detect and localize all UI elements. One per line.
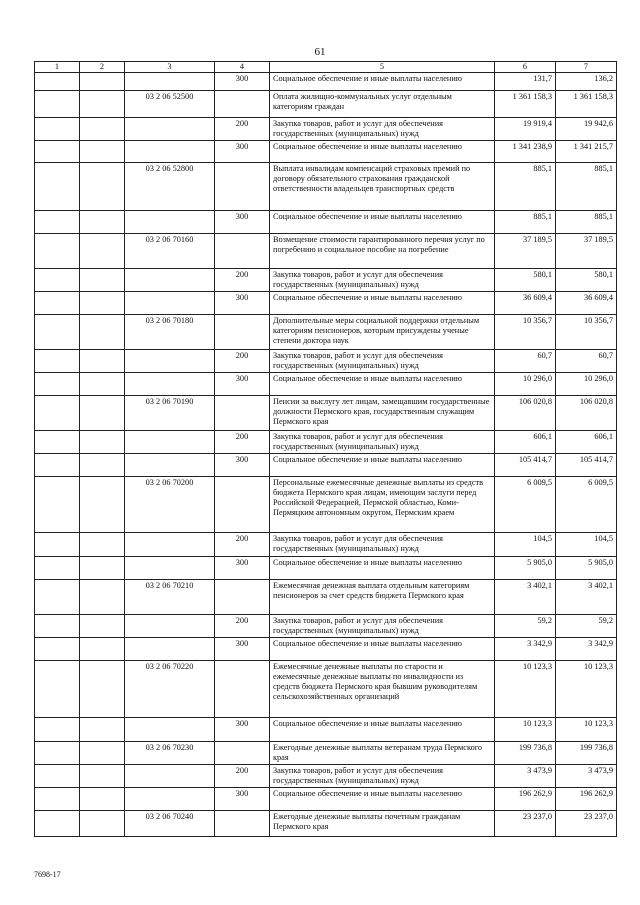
col-1 <box>35 269 80 292</box>
col-1 <box>35 211 80 234</box>
col-1 <box>35 73 80 91</box>
col-2 <box>80 350 125 373</box>
amount-col6-cell: 6 009,5 <box>495 477 556 533</box>
item-name-cell: Социальное обеспечение и иные выплаты населению <box>270 211 495 234</box>
table-row <box>35 718 617 742</box>
amount-col7-cell: 885,1 <box>556 163 617 211</box>
amount-col7-cell: 3 402,1 <box>556 580 617 615</box>
budget-code-cell <box>125 373 215 396</box>
budget-code-cell <box>125 269 215 292</box>
budget-code-cell <box>125 292 215 315</box>
amount-col7-cell: 60,7 <box>556 350 617 373</box>
budget-code-cell <box>125 533 215 557</box>
document-code: 7698-17 <box>34 870 61 879</box>
amount-col6-cell: 1 341 238,9 <box>495 141 556 163</box>
col-2 <box>80 533 125 557</box>
col-2 <box>80 811 125 837</box>
item-name-cell: Закупка товаров, работ и услуг для обеспечения государственных (муниципальных) нужд <box>270 533 495 557</box>
item-name-cell: Социальное обеспечение и иные выплаты населению <box>270 73 495 91</box>
item-name-cell: Закупка товаров, работ и услуг для обеспечения государственных (муниципальных) нужд <box>270 269 495 292</box>
col-1 <box>35 234 80 269</box>
table-row <box>35 788 617 811</box>
budget-code-cell <box>125 118 215 141</box>
expense-type-cell: 300 <box>215 211 270 234</box>
expense-type-cell: 200 <box>215 615 270 638</box>
budget-code-cell: 03 2 06 70210 <box>125 580 215 615</box>
table-row <box>35 811 617 837</box>
amount-col6-cell: 5 905,0 <box>495 557 556 580</box>
budget-code-cell <box>125 350 215 373</box>
col-1 <box>35 765 80 788</box>
amount-col7-cell: 10 296,0 <box>556 373 617 396</box>
expense-type-cell: 200 <box>215 350 270 373</box>
table-row <box>35 373 617 396</box>
expense-type-cell: 300 <box>215 718 270 742</box>
col-1 <box>35 396 80 431</box>
amount-col7-cell: 106 020,8 <box>556 396 617 431</box>
table-row <box>35 396 617 431</box>
amount-col6-cell: 199 736,8 <box>495 742 556 765</box>
item-name-cell: Возмещение стоимости гарантированного перечня услуг по погребению и социальное пособие на погребение <box>270 234 495 269</box>
item-name-cell: Закупка товаров, работ и услуг для обеспечения государственных (муниципальных) нужд <box>270 350 495 373</box>
budget-code-cell <box>125 718 215 742</box>
amount-col7-cell: 36 609,4 <box>556 292 617 315</box>
amount-col6-cell: 196 262,9 <box>495 788 556 811</box>
expense-type-cell: 300 <box>215 454 270 477</box>
amount-col7-cell: 10 123,3 <box>556 718 617 742</box>
col-2 <box>80 141 125 163</box>
table-row <box>35 234 617 269</box>
expense-type-cell: 200 <box>215 533 270 557</box>
header-cell: 2 <box>80 62 125 73</box>
col-1 <box>35 292 80 315</box>
amount-col7-cell: 199 736,8 <box>556 742 617 765</box>
header-cell: 3 <box>125 62 215 73</box>
amount-col7-cell: 10 356,7 <box>556 315 617 350</box>
col-2 <box>80 661 125 718</box>
amount-col7-cell: 5 905,0 <box>556 557 617 580</box>
table-row <box>35 269 617 292</box>
amount-col7-cell: 104,5 <box>556 533 617 557</box>
amount-col7-cell: 580,1 <box>556 269 617 292</box>
budget-code-cell: 03 2 06 70190 <box>125 396 215 431</box>
expense-type-cell: 300 <box>215 788 270 811</box>
item-name-cell: Закупка товаров, работ и услуг для обеспечения государственных (муниципальных) нужд <box>270 118 495 141</box>
expense-type-cell: 300 <box>215 638 270 661</box>
amount-col7-cell: 196 262,9 <box>556 788 617 811</box>
header-row <box>35 62 617 73</box>
table-row <box>35 211 617 234</box>
col-2 <box>80 765 125 788</box>
amount-col7-cell: 19 942,6 <box>556 118 617 141</box>
expense-type-cell <box>215 91 270 118</box>
page-number: 61 <box>314 46 326 58</box>
col-2 <box>80 788 125 811</box>
col-2 <box>80 638 125 661</box>
col-2 <box>80 454 125 477</box>
budget-code-cell: 03 2 06 70230 <box>125 742 215 765</box>
item-name-cell: Оплата жилищно-коммунальных услуг отдельным категориям граждан <box>270 91 495 118</box>
budget-code-cell: 03 2 06 70220 <box>125 661 215 718</box>
expense-type-cell: 200 <box>215 269 270 292</box>
col-2 <box>80 163 125 211</box>
budget-code-cell <box>125 788 215 811</box>
col-2 <box>80 477 125 533</box>
amount-col6-cell: 104,5 <box>495 533 556 557</box>
item-name-cell: Персональные ежемесячные денежные выплаты из средств бюджета Пермского края лицам, имеющим заслуги перед Российской Федерацией, Пермской областью, Коми-Пермяцким автономным округом, Пермским краем <box>270 477 495 533</box>
amount-col6-cell: 885,1 <box>495 163 556 211</box>
col-2 <box>80 91 125 118</box>
amount-col6-cell: 10 296,0 <box>495 373 556 396</box>
budget-code-cell <box>125 638 215 661</box>
budget-code-cell: 03 2 06 70240 <box>125 811 215 837</box>
budget-code-cell: 03 2 06 70200 <box>125 477 215 533</box>
col-1 <box>35 118 80 141</box>
expense-type-cell <box>215 396 270 431</box>
item-name-cell: Социальное обеспечение и иные выплаты населению <box>270 141 495 163</box>
budget-code-cell <box>125 211 215 234</box>
amount-col7-cell: 3 342,9 <box>556 638 617 661</box>
amount-col6-cell: 37 189,5 <box>495 234 556 269</box>
table-row <box>35 638 617 661</box>
table-row <box>35 431 617 454</box>
budget-code-cell: 03 2 06 52500 <box>125 91 215 118</box>
table-row <box>35 91 617 118</box>
expense-type-cell: 300 <box>215 73 270 91</box>
amount-col7-cell: 1 341 215,7 <box>556 141 617 163</box>
amount-col7-cell: 10 123,3 <box>556 661 617 718</box>
col-1 <box>35 373 80 396</box>
col-2 <box>80 396 125 431</box>
amount-col7-cell: 1 361 158,3 <box>556 91 617 118</box>
amount-col6-cell: 3 402,1 <box>495 580 556 615</box>
budget-code-cell: 03 2 06 70160 <box>125 234 215 269</box>
budget-code-cell <box>125 765 215 788</box>
col-2 <box>80 234 125 269</box>
col-2 <box>80 557 125 580</box>
amount-col6-cell: 885,1 <box>495 211 556 234</box>
amount-col7-cell: 136,2 <box>556 73 617 91</box>
item-name-cell: Закупка товаров, работ и услуг для обеспечения государственных (муниципальных) нужд <box>270 765 495 788</box>
expense-type-cell: 200 <box>215 765 270 788</box>
table-row <box>35 118 617 141</box>
amount-col7-cell: 23 237,0 <box>556 811 617 837</box>
table-row <box>35 315 617 350</box>
amount-col6-cell: 131,7 <box>495 73 556 91</box>
table-row <box>35 661 617 718</box>
col-1 <box>35 163 80 211</box>
item-name-cell: Ежегодные денежные выплаты ветеранам труда Пермского края <box>270 742 495 765</box>
col-1 <box>35 315 80 350</box>
amount-col6-cell: 580,1 <box>495 269 556 292</box>
item-name-cell: Социальное обеспечение и иные выплаты населению <box>270 788 495 811</box>
col-1 <box>35 742 80 765</box>
col-2 <box>80 315 125 350</box>
col-2 <box>80 211 125 234</box>
col-1 <box>35 661 80 718</box>
item-name-cell: Социальное обеспечение и иные выплаты населению <box>270 373 495 396</box>
expense-type-cell <box>215 661 270 718</box>
col-2 <box>80 292 125 315</box>
amount-col6-cell: 606,1 <box>495 431 556 454</box>
col-1 <box>35 454 80 477</box>
expense-type-cell <box>215 742 270 765</box>
table-row <box>35 615 617 638</box>
expense-type-cell <box>215 315 270 350</box>
amount-col6-cell: 106 020,8 <box>495 396 556 431</box>
col-2 <box>80 373 125 396</box>
col-2 <box>80 269 125 292</box>
amount-col6-cell: 10 356,7 <box>495 315 556 350</box>
item-name-cell: Ежемесячные денежные выплаты по старости и ежемесячные денежные выплаты по инвалидности из средств бюджета Пермского края бывшим руководителям сельскохозяйственных организаций <box>270 661 495 718</box>
budget-table <box>34 61 617 837</box>
amount-col6-cell: 3 473,9 <box>495 765 556 788</box>
item-name-cell: Ежемесячная денежная выплата отдельным категориям пенсионеров за счет средств бюджета Пермского края <box>270 580 495 615</box>
col-2 <box>80 615 125 638</box>
col-2 <box>80 742 125 765</box>
item-name-cell: Социальное обеспечение и иные выплаты населению <box>270 557 495 580</box>
col-1 <box>35 788 80 811</box>
header-cell: 5 <box>270 62 495 73</box>
table-row <box>35 73 617 91</box>
amount-col6-cell: 60,7 <box>495 350 556 373</box>
col-1 <box>35 718 80 742</box>
table-row <box>35 163 617 211</box>
item-name-cell: Пенсии за выслугу лет лицам, замещавшим государственные должности Пермского края, государственным служащим Пермского края <box>270 396 495 431</box>
header-cell: 6 <box>495 62 556 73</box>
item-name-cell: Дополнительные меры социальной поддержки отдельным категориям пенсионеров, которым присуждены ученые степени доктора наук <box>270 315 495 350</box>
amount-col6-cell: 23 237,0 <box>495 811 556 837</box>
budget-code-cell <box>125 615 215 638</box>
item-name-cell: Закупка товаров, работ и услуг для обеспечения государственных (муниципальных) нужд <box>270 615 495 638</box>
col-2 <box>80 431 125 454</box>
table-row <box>35 477 617 533</box>
col-1 <box>35 638 80 661</box>
col-2 <box>80 73 125 91</box>
expense-type-cell: 300 <box>215 557 270 580</box>
col-1 <box>35 615 80 638</box>
amount-col7-cell: 59,2 <box>556 615 617 638</box>
col-1 <box>35 557 80 580</box>
header-cell: 1 <box>35 62 80 73</box>
amount-col6-cell: 105 414,7 <box>495 454 556 477</box>
table-row <box>35 765 617 788</box>
item-name-cell: Выплата инвалидам компенсаций страховых премий по договору обязательного страхования гражданской ответственности владельцев транспортных средств <box>270 163 495 211</box>
item-name-cell: Ежегодные денежные выплаты почетным гражданам Пермского края <box>270 811 495 837</box>
col-1 <box>35 350 80 373</box>
amount-col7-cell: 606,1 <box>556 431 617 454</box>
item-name-cell: Социальное обеспечение и иные выплаты населению <box>270 638 495 661</box>
table-row <box>35 557 617 580</box>
amount-col6-cell: 59,2 <box>495 615 556 638</box>
item-name-cell: Закупка товаров, работ и услуг для обеспечения государственных (муниципальных) нужд <box>270 431 495 454</box>
expense-type-cell <box>215 580 270 615</box>
col-1 <box>35 91 80 118</box>
expense-type-cell: 200 <box>215 118 270 141</box>
amount-col7-cell: 6 009,5 <box>556 477 617 533</box>
col-2 <box>80 580 125 615</box>
budget-code-cell: 03 2 06 70180 <box>125 315 215 350</box>
table-row <box>35 350 617 373</box>
amount-col6-cell: 1 361 158,3 <box>495 91 556 118</box>
item-name-cell: Социальное обеспечение и иные выплаты населению <box>270 718 495 742</box>
expense-type-cell: 300 <box>215 141 270 163</box>
item-name-cell: Социальное обеспечение и иные выплаты населению <box>270 292 495 315</box>
budget-code-cell <box>125 557 215 580</box>
amount-col6-cell: 10 123,3 <box>495 718 556 742</box>
col-1 <box>35 580 80 615</box>
table-row <box>35 533 617 557</box>
expense-type-cell <box>215 234 270 269</box>
budget-code-cell <box>125 431 215 454</box>
budget-code-cell <box>125 73 215 91</box>
col-1 <box>35 431 80 454</box>
table-row <box>35 580 617 615</box>
budget-code-cell: 03 2 06 52800 <box>125 163 215 211</box>
expense-type-cell <box>215 477 270 533</box>
expense-type-cell <box>215 163 270 211</box>
col-1 <box>35 141 80 163</box>
table-row <box>35 292 617 315</box>
amount-col7-cell: 885,1 <box>556 211 617 234</box>
amount-col6-cell: 36 609,4 <box>495 292 556 315</box>
col-1 <box>35 533 80 557</box>
col-2 <box>80 118 125 141</box>
header-cell: 7 <box>556 62 617 73</box>
table-row <box>35 454 617 477</box>
budget-code-cell <box>125 141 215 163</box>
expense-type-cell: 300 <box>215 292 270 315</box>
col-2 <box>80 718 125 742</box>
amount-col6-cell: 19 919,4 <box>495 118 556 141</box>
expense-type-cell: 200 <box>215 431 270 454</box>
expense-type-cell <box>215 811 270 837</box>
amount-col6-cell: 10 123,3 <box>495 661 556 718</box>
amount-col6-cell: 3 342,9 <box>495 638 556 661</box>
header-cell: 4 <box>215 62 270 73</box>
amount-col7-cell: 105 414,7 <box>556 454 617 477</box>
table-row <box>35 742 617 765</box>
expense-type-cell: 300 <box>215 373 270 396</box>
table-row <box>35 141 617 163</box>
amount-col7-cell: 3 473,9 <box>556 765 617 788</box>
item-name-cell: Социальное обеспечение и иные выплаты населению <box>270 454 495 477</box>
col-1 <box>35 477 80 533</box>
amount-col7-cell: 37 189,5 <box>556 234 617 269</box>
col-1 <box>35 811 80 837</box>
budget-code-cell <box>125 454 215 477</box>
